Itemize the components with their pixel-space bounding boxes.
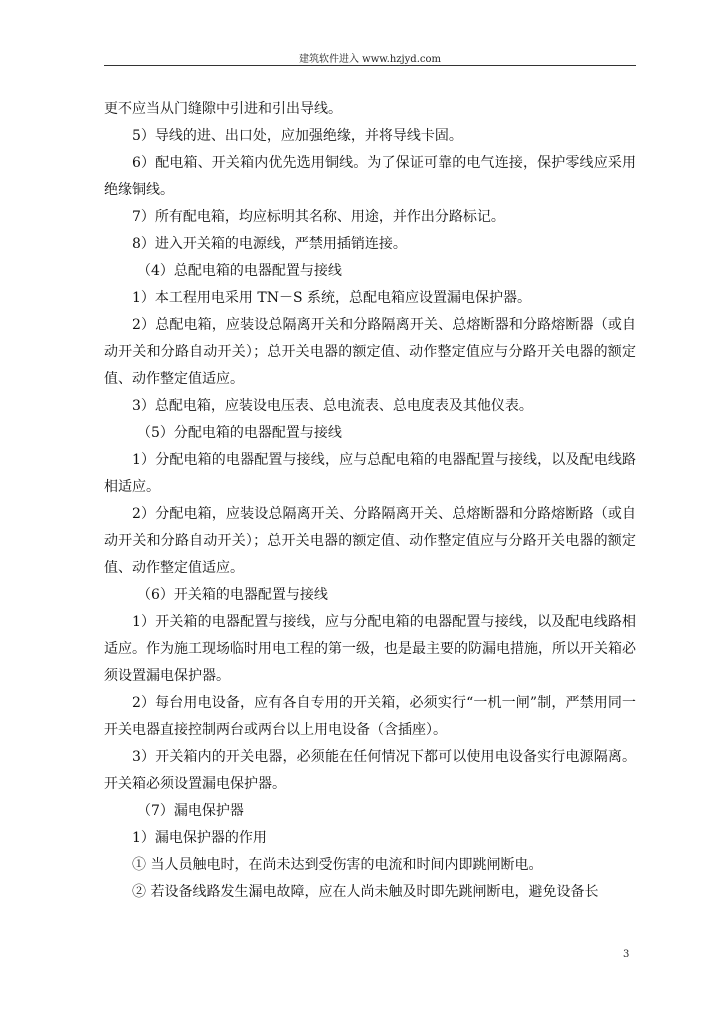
section-heading: （4）总配电箱的电器配置与接线 bbox=[137, 263, 342, 279]
section-heading: （7）漏电保护器 bbox=[137, 803, 244, 819]
header-rule bbox=[104, 65, 636, 66]
paragraph: 1）本工程用电采用 TN－S 系统，总配电箱应设置漏电保护器。 bbox=[132, 290, 531, 306]
paragraph: 2）分配电箱，应装设总隔离开关、分路隔离开关、总熔断器和分路熔断路（或自动开关和分路自动开关）；总开关电器的额定值、动作整定值应与分路开关电器的额定值、动作整定值适应。 bbox=[104, 506, 636, 576]
paragraph: 5）导线的进、出口处，应加强绝缘，并将导线卡固。 bbox=[132, 128, 463, 144]
paragraph: 8）进入开关箱的电源线，严禁用插销连接。 bbox=[132, 236, 407, 252]
page-header: 建筑软件进入 www.hzjyd.com bbox=[299, 54, 441, 65]
paragraph: 6）配电箱、开关箱内优先选用铜线。为了保证可靠的电气连接，保护零线应采用绝缘铜线。 bbox=[104, 155, 636, 198]
list-item: ① 当人员触电时，在尚未达到受伤害的电流和时间内即跳闸断电。 bbox=[132, 857, 543, 873]
section-heading: （5）分配电箱的电器配置与接线 bbox=[137, 425, 342, 441]
paragraph: 1）分配电箱的电器配置与接线，应与总配电箱的电器配置与接线，以及配电线路相适应。 bbox=[104, 452, 636, 495]
section-heading: （6）开关箱的电器配置与接线 bbox=[137, 587, 328, 603]
paragraph: 1）漏电保护器的作用 bbox=[132, 830, 267, 846]
paragraph: 2）总配电箱，应装设总隔离开关和分路隔离开关、总熔断器和分路熔断器（或自动开关和分路自动开关）；总开关电器的额定值、动作整定值应与分路开关电器的额定值、动作整定值适应。 bbox=[104, 317, 636, 387]
paragraph: 1）开关箱的电器配置与接线，应与分配电箱的电器配置与接线，以及配电线路相适应。作为施工现场临时用电工程的第一级，也是最主要的防漏电措施，所以开关箱必须设置漏电保护器。 bbox=[104, 614, 636, 684]
paragraph: 3）总配电箱，应装设电压表、总电流表、总电度表及其他仪表。 bbox=[132, 398, 533, 414]
page-number: 3 bbox=[623, 949, 630, 960]
list-item: ② 若设备线路发生漏电故障，应在人尚未触及时即先跳闸断电，避免设备长 bbox=[132, 884, 599, 900]
paragraph: 3）开关箱内的开关电器，必须能在任何情况下都可以使用电设备实行电源隔离。开关箱必须设置漏电保护器。 bbox=[104, 749, 636, 792]
body-text bbox=[104, 96, 636, 906]
paragraph: 更不应当从门缝隙中引进和引出导线。 bbox=[104, 101, 342, 117]
paragraph: 7）所有配电箱，均应标明其名称、用途，并作出分路标记。 bbox=[132, 209, 505, 225]
paragraph: 2）每台用电设备，应有各自专用的开关箱，必须实行“一机一闸”制，严禁用同一开关电器直接控制两台或两台以上用电设备（含插座）。 bbox=[104, 695, 636, 738]
